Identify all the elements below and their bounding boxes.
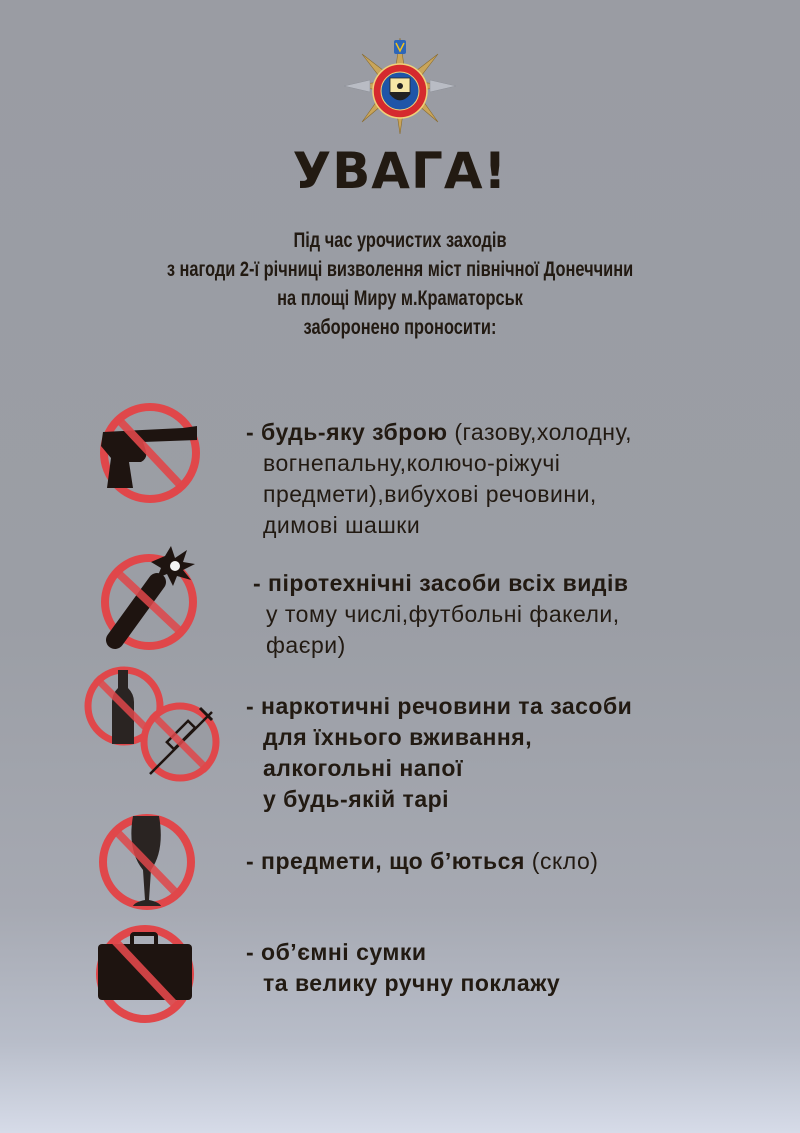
item-detail: фаєри) — [266, 632, 346, 658]
item-detail: предмети),вибухові речовини, — [263, 481, 597, 507]
no-pyrotechnics-icon — [95, 540, 207, 652]
subtitle-line: на площі Миру м.Краматорськ — [277, 287, 523, 310]
item-detail: (газову,холодну, — [447, 419, 633, 445]
announcement-subtitle — [88, 226, 712, 342]
subtitle-line: Під час урочистих заходів — [293, 229, 507, 252]
item-title: - будь-яку зброю — [246, 419, 448, 445]
item-title: - об’ємні сумки — [246, 939, 427, 965]
subtitle-line: заборонено проносити: — [303, 316, 497, 339]
subtitle-line: з нагоди 2-ї річниці визволення міст північної Донеччини — [166, 258, 634, 281]
page-title: УВАГА! — [292, 142, 508, 200]
item-detail: у тому числі,футбольні факели, — [266, 601, 620, 627]
item-detail: у будь-якій тарі — [263, 786, 450, 812]
item-title: - піротехнічні засоби всіх видів — [253, 570, 629, 596]
item-title: - наркотичні речовини та засоби — [246, 693, 633, 719]
no-glass-icon — [95, 810, 199, 914]
item-detail: алкогольні напої — [263, 755, 463, 781]
item-detail: димові шашки — [263, 512, 421, 538]
no-weapons-icon — [97, 400, 203, 506]
item-detail: для їхнього вживання, — [263, 724, 533, 750]
item-detail: та велику ручну поклажу — [263, 970, 561, 996]
item-title: - предмети, що б’ються — [246, 848, 525, 874]
police-emblem-logo — [340, 36, 460, 136]
item-detail: вогнепальну,колючо-ріжучі — [263, 450, 561, 476]
no-alcohol-drugs-icon — [80, 664, 228, 788]
item-detail: (скло) — [524, 848, 599, 874]
no-bags-icon — [92, 922, 198, 1026]
